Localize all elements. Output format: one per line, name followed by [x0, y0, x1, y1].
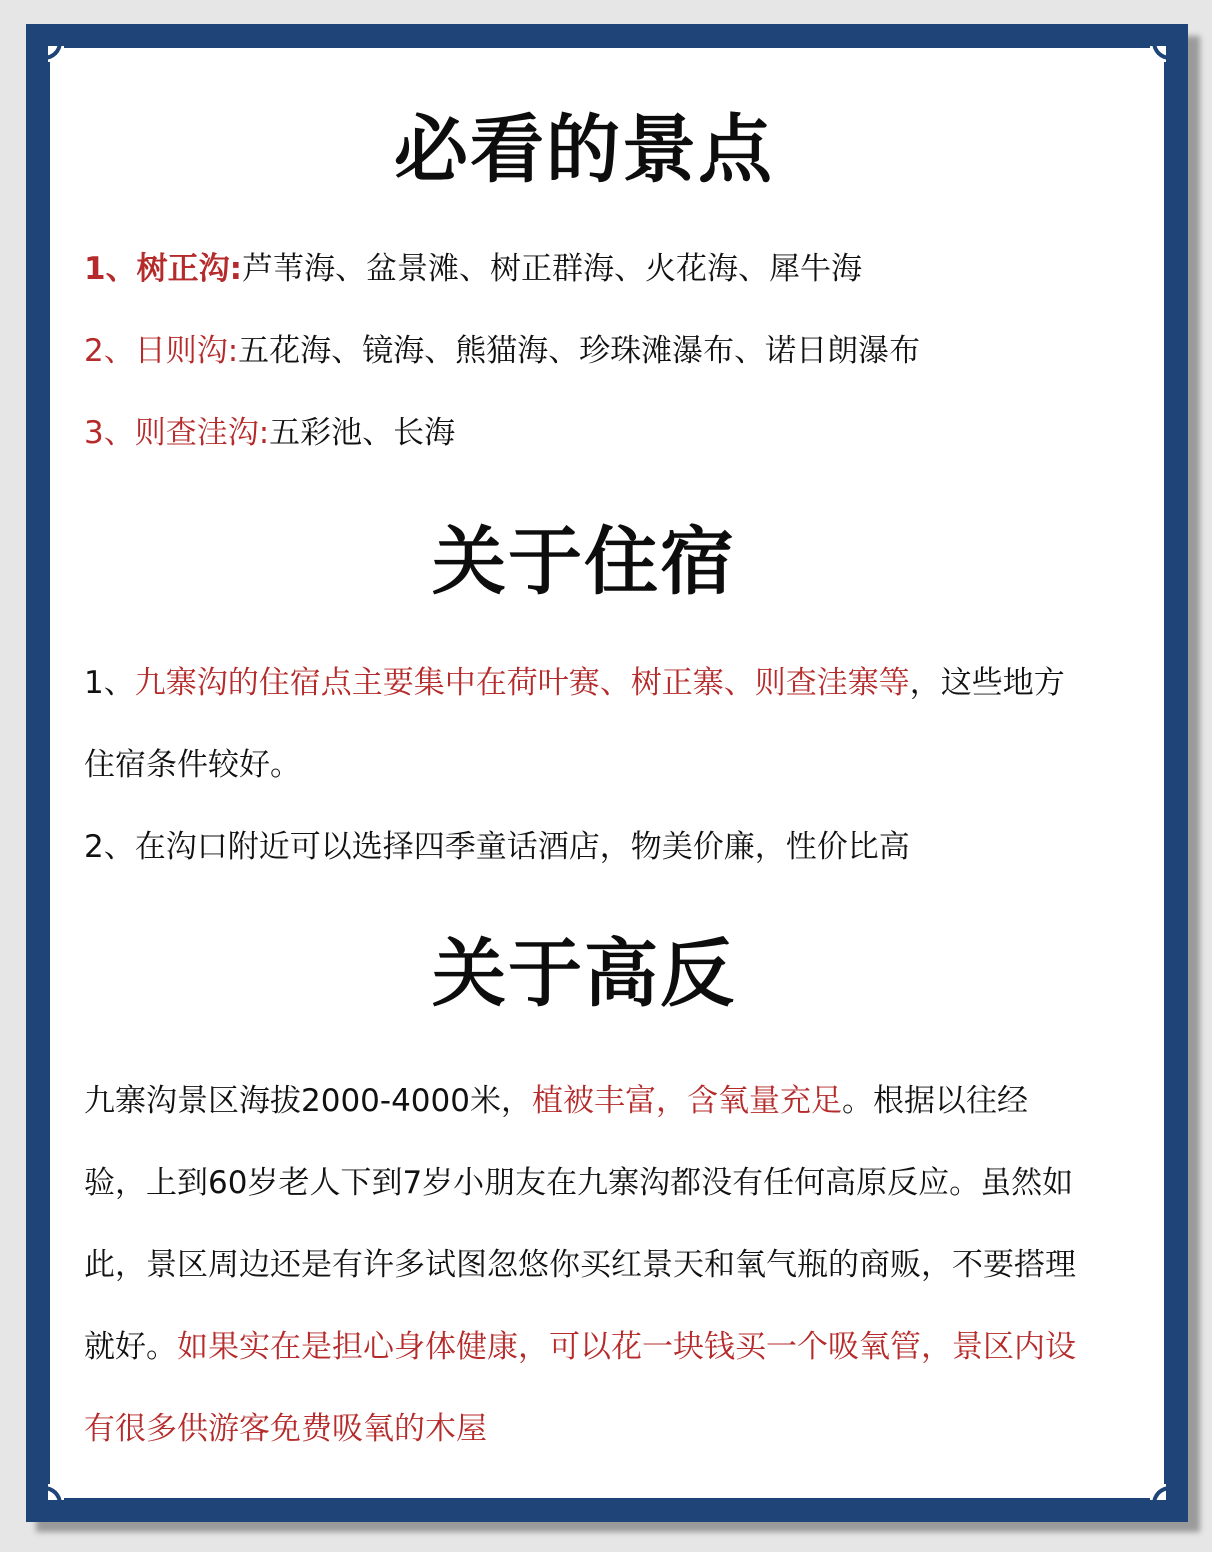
lodging-body [84, 642, 1084, 888]
altitude-text-1: 九寨沟景区海拔2000-4000米， [84, 1083, 532, 1119]
list-item [84, 392, 1084, 474]
section-title-altitude: 关于高反 [432, 931, 736, 1017]
frame-line-top [64, 44, 1150, 48]
lodging-p1-prefix: 1、 [84, 665, 135, 701]
frame-line-left [46, 62, 50, 1484]
lodging-paragraph-1 [84, 642, 1084, 806]
altitude-paragraph [84, 1060, 1084, 1470]
frame-line-right [1164, 62, 1168, 1484]
spot-area-label: 3、则查洼沟: [84, 415, 270, 451]
spots-list [84, 228, 1084, 474]
lodging-p1-rest: ，这些地方住宿条件较好。 [84, 665, 1065, 783]
altitude-highlight-1: 植被丰富，含氧量充足 [531, 1083, 842, 1119]
frame-line-bottom [64, 1498, 1150, 1502]
altitude-body [84, 1060, 1084, 1470]
list-item [84, 228, 1084, 310]
altitude-text-2: 。根据以往经验，上到60岁老人下到7岁小朋友在九寨沟都没有任何高原反应。虽然如此，景区周边还是有许多试图忽悠你买红景天和氧气瓶的商贩，不要搭理就好。 [84, 1083, 1076, 1365]
spot-area-label: 1、树正沟: [84, 251, 242, 287]
section-title-lodging: 关于住宿 [432, 519, 736, 605]
list-item [84, 310, 1084, 392]
spot-area-text: 五花海、镜海、熊猫海、珍珠滩瀑布、诺日朗瀑布 [238, 333, 921, 369]
altitude-highlight-2: 如果实在是担心身体健康，可以花一块钱买一个吸氧管，景区内设有很多供游客免费吸氧的木屋 [84, 1329, 1076, 1447]
lodging-p1-highlight: 九寨沟的住宿点主要集中在荷叶赛、树正寨、则查洼寨等 [134, 665, 910, 701]
section-spots [84, 100, 1084, 474]
section-title-spots: 必看的景点 [394, 107, 774, 193]
spot-area-text: 芦苇海、盆景滩、树正群海、火花海、犀牛海 [241, 251, 862, 287]
section-altitude [84, 924, 1084, 1470]
spot-area-label: 2、日则沟: [84, 333, 239, 369]
section-lodging [84, 512, 1084, 888]
spot-area-text: 五彩池、长海 [269, 415, 456, 451]
corner-ornament-bottom-right [1152, 1486, 1182, 1516]
article-content [84, 100, 1084, 1470]
lodging-paragraph-2: 2、在沟口附近可以选择四季童话酒店，物美价廉，性价比高 [84, 829, 910, 865]
